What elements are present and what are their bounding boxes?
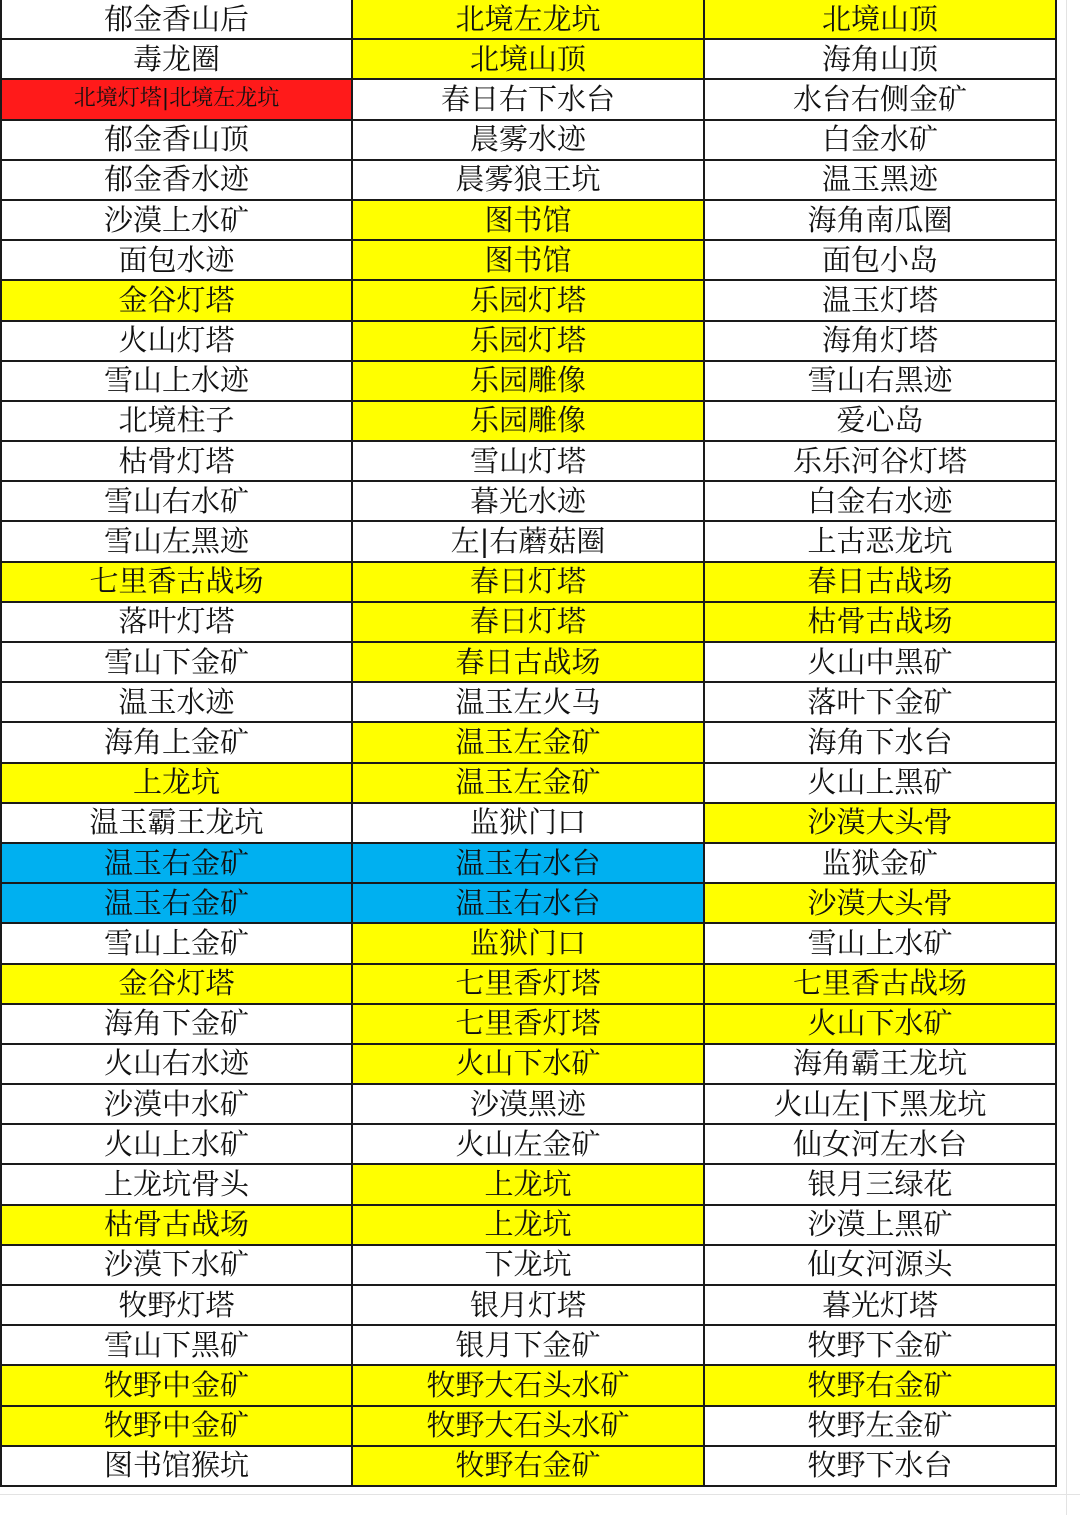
table-cell[interactable]: 乐园灯塔	[352, 321, 704, 361]
table-cell[interactable]: 沙漠上黑矿	[704, 1205, 1056, 1245]
table-cell[interactable]: 海角上金矿	[1, 722, 352, 762]
table-cell[interactable]: 银月三绿花	[704, 1164, 1056, 1204]
table-cell[interactable]: 七里香古战场	[1, 562, 352, 602]
table-cell[interactable]: 沙漠大头骨	[704, 883, 1056, 923]
table-cell[interactable]: 海角山顶	[704, 39, 1056, 79]
table-cell[interactable]: 仙女河源头	[704, 1245, 1056, 1285]
table-row	[1, 39, 1056, 79]
table-cell[interactable]: 牧野下水台	[704, 1446, 1056, 1486]
table-cell[interactable]: 白金右水迹	[704, 481, 1056, 521]
table-cell[interactable]: 雪山上水矿	[704, 923, 1056, 963]
table-cell[interactable]: 上龙坑	[352, 1164, 704, 1204]
table-row	[1, 361, 1056, 401]
table-row	[1, 401, 1056, 441]
table-cell[interactable]: 监狱门口	[352, 803, 704, 843]
table-cell[interactable]: 温玉右水台	[352, 843, 704, 883]
table-row	[1, 321, 1056, 361]
table-cell[interactable]: 七里香灯塔	[352, 964, 704, 1004]
table-cell[interactable]: 左|右蘑菇圈	[352, 521, 704, 561]
table-cell[interactable]: 沙漠中水矿	[1, 1084, 352, 1124]
table-cell[interactable]: 牧野中金矿	[1, 1406, 352, 1446]
table-cell[interactable]: 北境山顶	[704, 0, 1056, 39]
table-row	[1, 1446, 1056, 1486]
table-cell[interactable]: 雪山下金矿	[1, 642, 352, 682]
table-cell[interactable]: 晨雾狼王坑	[352, 160, 704, 200]
table-cell[interactable]: 温玉左火马	[352, 682, 704, 722]
table-cell[interactable]: 温玉左金矿	[352, 763, 704, 803]
table-cell[interactable]: 落叶下金矿	[704, 682, 1056, 722]
table-row	[1, 1245, 1056, 1285]
table-cell[interactable]: 雪山灯塔	[352, 441, 704, 481]
table-row	[1, 602, 1056, 642]
table-cell[interactable]: 水台右侧金矿	[704, 79, 1056, 119]
table-cell[interactable]: 图书馆猴坑	[1, 1446, 352, 1486]
table-row	[1, 682, 1056, 722]
table-cell[interactable]: 沙漠黑迹	[352, 1084, 704, 1124]
table-cell[interactable]: 温玉黑迹	[704, 160, 1056, 200]
table-cell[interactable]: 七里香灯塔	[352, 1004, 704, 1044]
table-cell[interactable]: 监狱金矿	[704, 843, 1056, 883]
table-cell[interactable]: 上古恶龙坑	[704, 521, 1056, 561]
table-cell[interactable]: 温玉右金矿	[1, 883, 352, 923]
table-cell[interactable]: 图书馆	[352, 240, 704, 280]
table-row	[1, 562, 1056, 602]
table-row	[1, 1084, 1056, 1124]
table-cell[interactable]: 银月灯塔	[352, 1285, 704, 1325]
table-cell[interactable]: 海角下水台	[704, 722, 1056, 762]
table-cell[interactable]: 雪山上水迹	[1, 361, 352, 401]
table-cell[interactable]: 牧野大石头水矿	[352, 1365, 704, 1405]
table-row	[1, 0, 1056, 39]
table-cell[interactable]: 北境柱子	[1, 401, 352, 441]
table-row	[1, 441, 1056, 481]
table-row	[1, 200, 1056, 240]
table-cell[interactable]: 上龙坑	[1, 763, 352, 803]
table-row	[1, 883, 1056, 923]
table-cell[interactable]: 郁金香山顶	[1, 120, 352, 160]
table-cell[interactable]: 白金水矿	[704, 120, 1056, 160]
table-cell[interactable]: 牧野下金矿	[704, 1325, 1056, 1365]
table-cell[interactable]: 牧野左金矿	[704, 1406, 1056, 1446]
table-cell[interactable]: 雪山下黑矿	[1, 1325, 352, 1365]
table-cell[interactable]: 雪山上金矿	[1, 923, 352, 963]
table-cell[interactable]: 火山上水矿	[1, 1124, 352, 1164]
table-cell[interactable]: 牧野中金矿	[1, 1365, 352, 1405]
table-row	[1, 481, 1056, 521]
sheet-gridline	[0, 1494, 1080, 1495]
table-cell[interactable]: 郁金香山后	[1, 0, 352, 39]
table-cell[interactable]: 温玉水迹	[1, 682, 352, 722]
table-cell[interactable]: 春日灯塔	[352, 562, 704, 602]
table-row	[1, 1164, 1056, 1204]
table-cell[interactable]: 火山灯塔	[1, 321, 352, 361]
table-cell[interactable]: 枯骨古战场	[704, 602, 1056, 642]
table-cell[interactable]: 银月下金矿	[352, 1325, 704, 1365]
table-cell[interactable]: 海角下金矿	[1, 1004, 352, 1044]
table-cell[interactable]: 春日古战场	[704, 562, 1056, 602]
table-cell[interactable]: 爱心岛	[704, 401, 1056, 441]
table-cell[interactable]: 金谷灯塔	[1, 280, 352, 320]
table-cell[interactable]: 乐园雕像	[352, 401, 704, 441]
table-cell[interactable]: 金谷灯塔	[1, 964, 352, 1004]
table-cell[interactable]: 沙漠大头骨	[704, 803, 1056, 843]
table-row	[1, 642, 1056, 682]
table-cell[interactable]: 暮光灯塔	[704, 1285, 1056, 1325]
table-row	[1, 722, 1056, 762]
table-cell[interactable]: 海角灯塔	[704, 321, 1056, 361]
table-cell[interactable]: 上龙坑	[352, 1205, 704, 1245]
table-row	[1, 843, 1056, 883]
table-row	[1, 1044, 1056, 1084]
table-cell[interactable]: 下龙坑	[352, 1245, 704, 1285]
table-cell[interactable]: 海角霸王龙坑	[704, 1044, 1056, 1084]
table-cell[interactable]: 火山下水矿	[704, 1004, 1056, 1044]
table-row	[1, 1406, 1056, 1446]
table-row	[1, 964, 1056, 1004]
table-cell[interactable]: 枯骨古战场	[1, 1205, 352, 1245]
table-row	[1, 1004, 1056, 1044]
table-cell[interactable]: 毒龙圈	[1, 39, 352, 79]
table-cell[interactable]: 乐乐河谷灯塔	[704, 441, 1056, 481]
table-cell[interactable]: 图书馆	[352, 200, 704, 240]
table-cell[interactable]: 火山中黑矿	[704, 642, 1056, 682]
table-row	[1, 1285, 1056, 1325]
table-cell[interactable]: 春日古战场	[352, 642, 704, 682]
table-cell[interactable]: 火山右水迹	[1, 1044, 352, 1084]
table-cell[interactable]: 沙漠上水矿	[1, 200, 352, 240]
table-row	[1, 1205, 1056, 1245]
table-cell[interactable]: 北境灯塔|北境左龙坑	[1, 79, 352, 119]
table-cell[interactable]: 北境山顶	[352, 39, 704, 79]
table-cell[interactable]: 郁金香水迹	[1, 160, 352, 200]
table-cell[interactable]: 监狱门口	[352, 923, 704, 963]
table-cell[interactable]: 枯骨灯塔	[1, 441, 352, 481]
table-cell[interactable]: 乐园雕像	[352, 361, 704, 401]
table-row	[1, 280, 1056, 320]
table-cell[interactable]: 暮光水迹	[352, 481, 704, 521]
table-row	[1, 120, 1056, 160]
table-cell[interactable]: 温玉灯塔	[704, 280, 1056, 320]
table-cell[interactable]: 火山左|下黑龙坑	[704, 1084, 1056, 1124]
table-cell[interactable]: 面包水迹	[1, 240, 352, 280]
table-row	[1, 923, 1056, 963]
table-cell[interactable]: 温玉右金矿	[1, 843, 352, 883]
table-cell[interactable]: 沙漠下水矿	[1, 1245, 352, 1285]
table-cell[interactable]: 温玉左金矿	[352, 722, 704, 762]
table-cell[interactable]: 七里香古战场	[704, 964, 1056, 1004]
table-row	[1, 803, 1056, 843]
table-row	[1, 160, 1056, 200]
table-cell[interactable]: 火山下水矿	[352, 1044, 704, 1084]
table-cell[interactable]: 牧野右金矿	[704, 1365, 1056, 1405]
table-cell[interactable]: 雪山右黑迹	[704, 361, 1056, 401]
table-cell[interactable]: 海角南瓜圈	[704, 200, 1056, 240]
table-cell[interactable]: 牧野灯塔	[1, 1285, 352, 1325]
table-cell[interactable]: 火山左金矿	[352, 1124, 704, 1164]
table-cell[interactable]: 雪山右水矿	[1, 481, 352, 521]
table-cell[interactable]: 北境左龙坑	[352, 0, 704, 39]
table-cell[interactable]: 落叶灯塔	[1, 602, 352, 642]
table-row	[1, 763, 1056, 803]
table-cell[interactable]: 春日灯塔	[352, 602, 704, 642]
table-row	[1, 240, 1056, 280]
table-cell[interactable]: 火山上黑矿	[704, 763, 1056, 803]
table-cell[interactable]: 晨雾水迹	[352, 120, 704, 160]
table-cell[interactable]: 牧野大石头水矿	[352, 1406, 704, 1446]
table-row	[1, 1124, 1056, 1164]
table-row	[1, 521, 1056, 561]
table-cell[interactable]: 雪山左黑迹	[1, 521, 352, 561]
table-cell[interactable]: 温玉右水台	[352, 883, 704, 923]
table-row	[1, 1325, 1056, 1365]
table-body	[1, 0, 1056, 1486]
table-row	[1, 1365, 1056, 1405]
table-cell[interactable]: 上龙坑骨头	[1, 1164, 352, 1204]
table-cell[interactable]: 春日右下水台	[352, 79, 704, 119]
table-cell[interactable]: 牧野右金矿	[352, 1446, 704, 1486]
table-cell[interactable]: 温玉霸王龙坑	[1, 803, 352, 843]
table-cell[interactable]: 仙女河左水台	[704, 1124, 1056, 1164]
table-cell[interactable]: 面包小岛	[704, 240, 1056, 280]
table-row	[1, 79, 1056, 119]
table-cell[interactable]: 乐园灯塔	[352, 280, 704, 320]
